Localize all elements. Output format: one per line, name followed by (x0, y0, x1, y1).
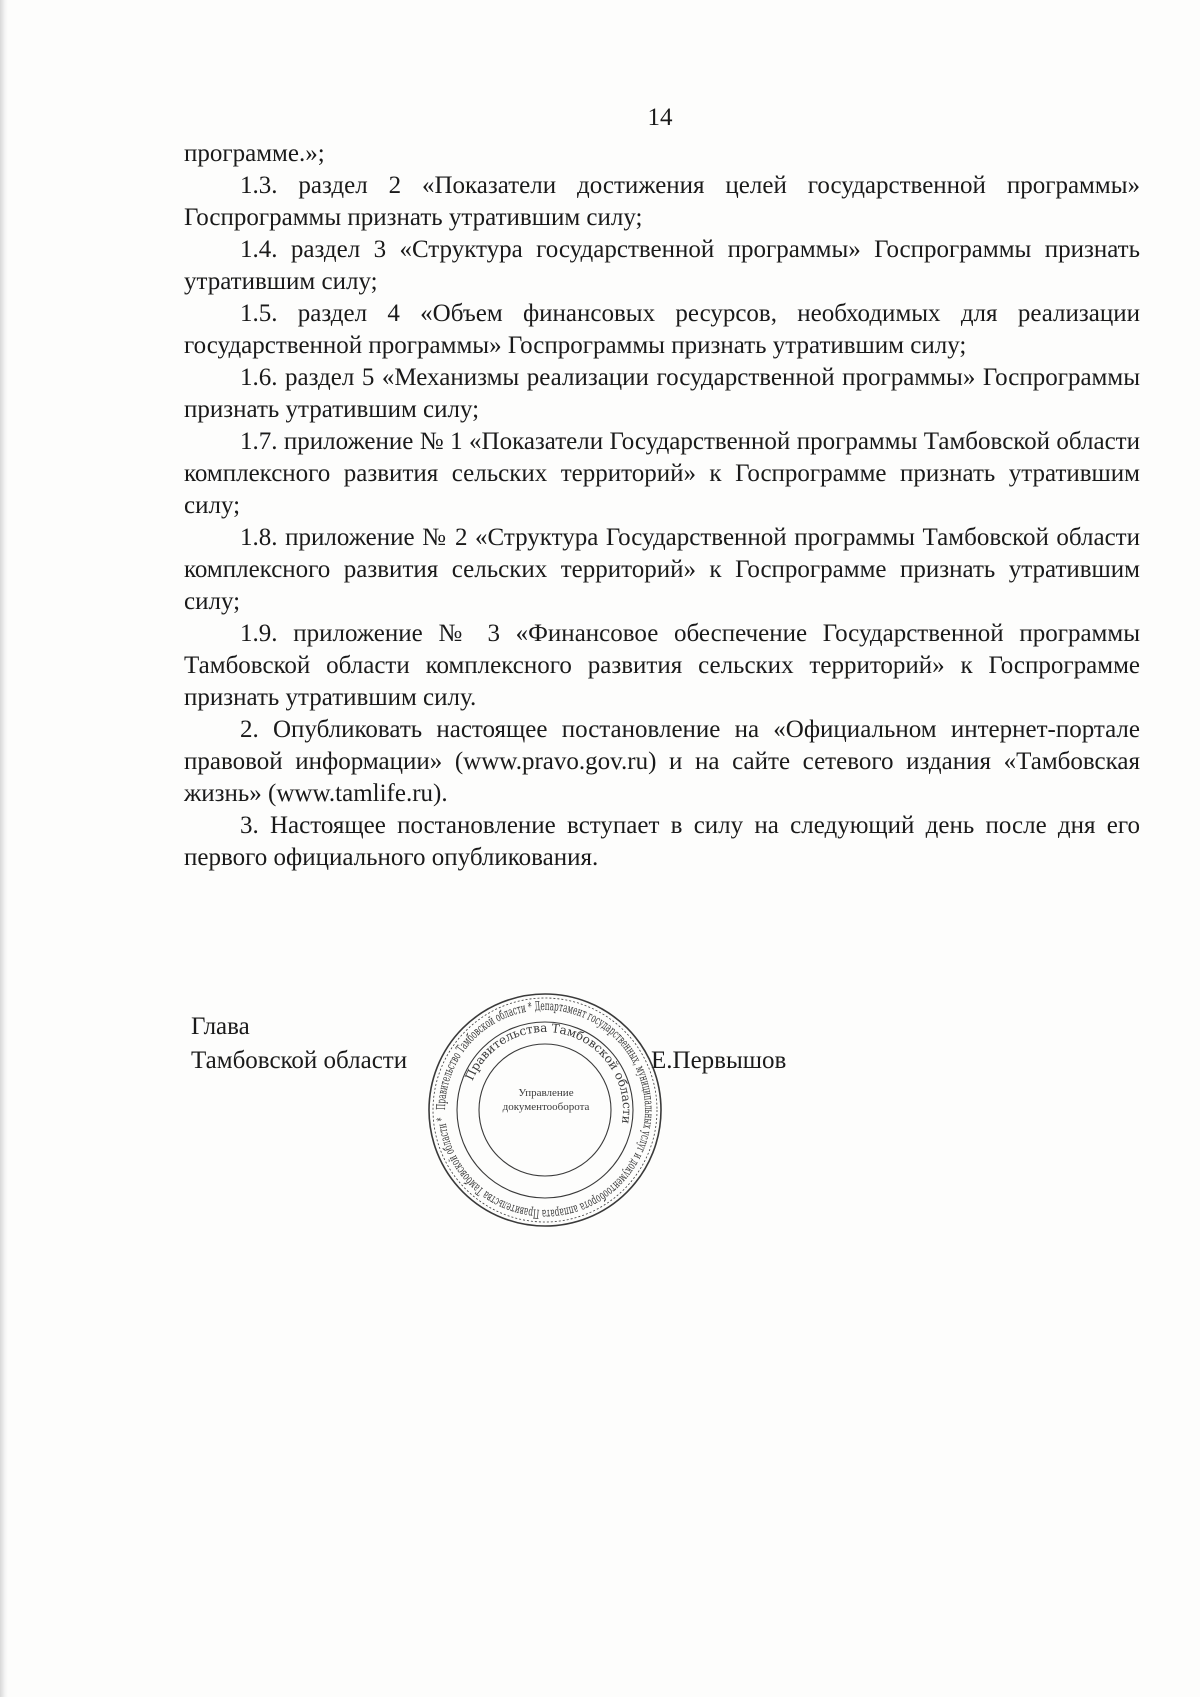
paragraph-2: 2. Опубликовать настоящее постановление на «Официальном интернет-портале правовой информации» (www.pravo.gov.ru) и на сайте сетевого издания «Тамбовская жизнь» (www.tamlife.ru). (184, 716, 1140, 807)
scan-edge-shadow (0, 0, 8, 1697)
paragraph-continuation: программе.»; (184, 140, 325, 167)
paragraph-3: 3. Настоящее постановление вступает в силу на следующий день после дня его первого официального опубликования. (184, 812, 1140, 871)
seal-outer-ring-text: Правительство Тамбовской области * Департамент государственных, муниципальных услуг и документооборота аппарата Правительства Тамбовской области * (432, 997, 658, 1223)
paragraph-1-6: 1.6. раздел 5 «Механизмы реализации государственной программы» Госпрограммы признать утратившим силу; (184, 364, 1140, 423)
document-body (184, 138, 1140, 874)
paragraph-1-4: 1.4. раздел 3 «Структура государственной программы» Госпрограммы признать утратившим силу; (184, 236, 1140, 295)
seal-center-line1: Управление (518, 1087, 574, 1099)
page-number: 14 (647, 104, 673, 131)
paragraph-1-3: 1.3. раздел 2 «Показатели достижения целей государственной программы» Госпрограммы признать утратившим силу; (184, 172, 1140, 231)
signatory-title-line1: Глава (191, 1013, 250, 1040)
paragraph-1-9: 1.9. приложение № 3 «Финансовое обеспечение Государственной программы Тамбовской области комплексного развития сельских территорий» к Госпрограмме признать утратившим силу. (184, 620, 1140, 711)
paragraph-1-7: 1.7. приложение № 1 «Показатели Государственной программы Тамбовской области комплексного развития сельских территорий» к Госпрограмме признать утратившим силу; (184, 428, 1140, 519)
signatory-name: Е.Первышов (651, 1047, 787, 1074)
paragraph-1-5: 1.5. раздел 4 «Объем финансовых ресурсов, необходимых для реализации государственной программы» Госпрограммы признать утратившим силу; (184, 300, 1140, 359)
seal-inner-ring-text: Правительства Тамбовской области (462, 1020, 635, 1125)
seal-center-line2: документооборота (502, 1101, 590, 1113)
paragraph-1-8: 1.8. приложение № 2 «Структура Государственной программы Тамбовской области комплексного развития сельских территорий» к Госпрограмме признать утратившим силу; (184, 524, 1140, 615)
seal-center-text (488, 1086, 604, 1114)
signatory-title-line2: Тамбовской области (191, 1047, 408, 1074)
